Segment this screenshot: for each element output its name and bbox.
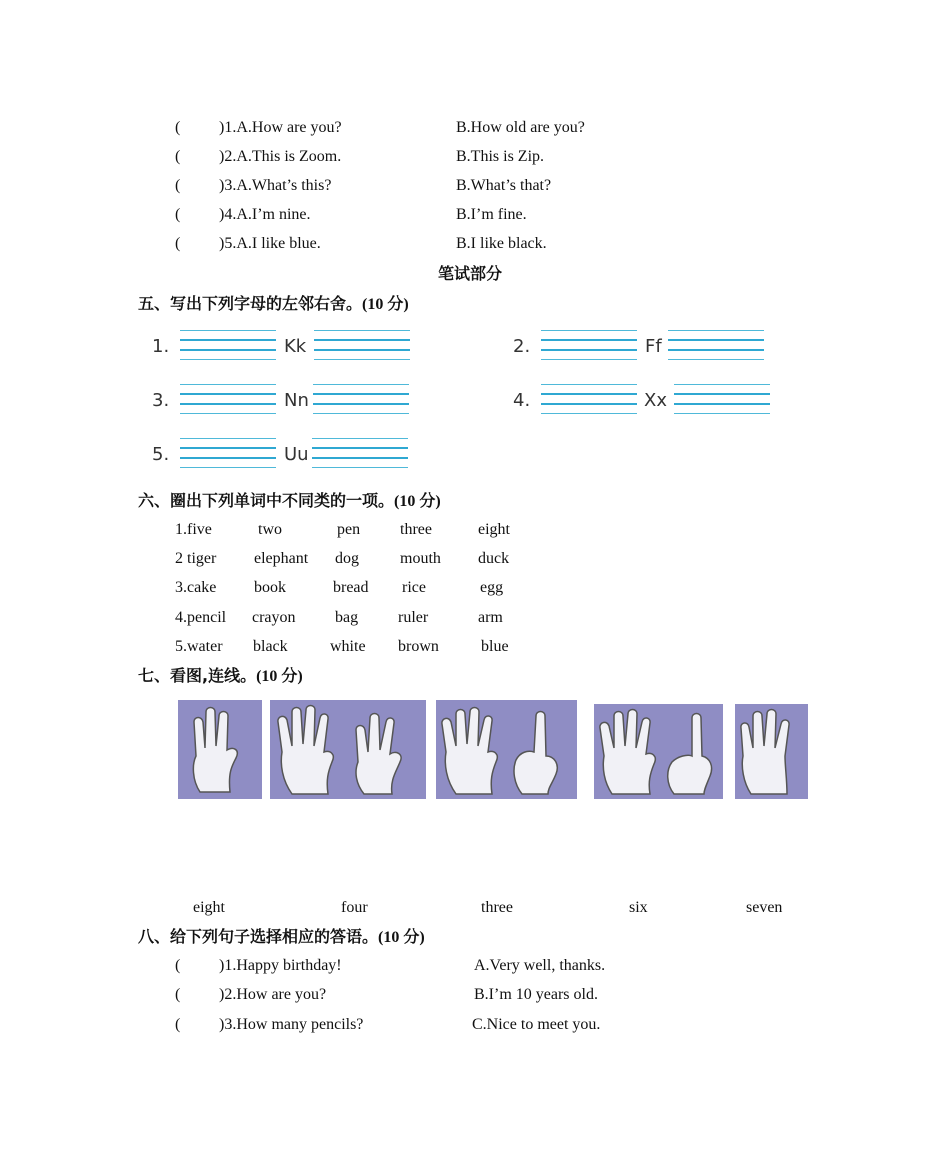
number-word[interactable]: four xyxy=(341,899,368,916)
section6-score: (10 分) xyxy=(394,493,441,510)
option-a: A.What’s this? xyxy=(236,177,332,194)
letter-item-number: 2. xyxy=(513,336,531,357)
option-a: A.How are you? xyxy=(236,119,342,136)
answer-option: A.Very well, thanks. xyxy=(474,957,606,974)
word-cell[interactable]: white xyxy=(330,638,366,655)
word-cell[interactable]: duck xyxy=(478,550,510,567)
word-cell[interactable]: rice xyxy=(402,579,426,596)
option-b: B.How old are you? xyxy=(456,119,585,136)
writing-line-left[interactable] xyxy=(180,384,276,414)
section7-heading xyxy=(138,666,303,687)
number-word[interactable]: six xyxy=(629,899,648,916)
question-item xyxy=(175,1015,363,1035)
word-cell[interactable]: pen xyxy=(337,521,361,538)
word-cell[interactable]: crayon xyxy=(252,609,296,626)
listening-item xyxy=(175,176,331,196)
writing-line-right[interactable] xyxy=(668,330,764,360)
section5-title: 五、写出下列字母的左邻右舍。 xyxy=(138,294,363,313)
option-b: B.I’m fine. xyxy=(456,206,527,223)
word-cell[interactable]: bag xyxy=(335,609,359,626)
answer-blank[interactable]: ( xyxy=(175,235,181,252)
given-letter: Kk xyxy=(284,336,307,357)
word-cell[interactable]: 2 tiger xyxy=(175,550,217,567)
section6-heading xyxy=(138,491,441,512)
item-number: )2. xyxy=(219,148,237,165)
given-letter: Xx xyxy=(644,390,667,411)
item-number: )1. xyxy=(219,119,237,136)
answer-blank[interactable]: ( xyxy=(175,206,181,223)
word-cell[interactable]: mouth xyxy=(400,550,441,567)
answer-blank[interactable]: ( xyxy=(175,119,181,136)
option-b: B.I like black. xyxy=(456,235,547,252)
word-cell[interactable]: 4.pencil xyxy=(175,609,227,626)
section7-title: 七、看图,连线。 xyxy=(138,666,257,685)
item-number: )5. xyxy=(219,235,237,252)
option-b: B.What’s that? xyxy=(456,177,552,194)
letter-item-number: 1. xyxy=(152,336,170,357)
section8-title: 八、给下列句子选择相应的答语。 xyxy=(138,927,379,946)
writing-line-left[interactable] xyxy=(541,330,637,360)
answer-blank[interactable]: ( xyxy=(175,957,181,974)
option-a: A.This is Zoom. xyxy=(236,148,342,165)
given-letter: Nn xyxy=(284,390,309,411)
writing-line-left[interactable] xyxy=(541,384,637,414)
item-number: )4. xyxy=(219,206,237,223)
section8-score: (10 分) xyxy=(378,929,425,946)
answer-blank[interactable]: ( xyxy=(175,1016,181,1033)
writing-line-right[interactable] xyxy=(674,384,770,414)
hand-picture-six[interactable] xyxy=(436,700,577,799)
question-text: )1.Happy birthday! xyxy=(219,957,342,974)
word-cell[interactable]: ruler xyxy=(398,609,429,626)
word-cell[interactable]: 1.five xyxy=(175,521,212,538)
listening-item xyxy=(175,147,341,167)
listening-item xyxy=(175,205,311,225)
answer-option: C.Nice to meet you. xyxy=(472,1016,601,1033)
word-cell[interactable]: arm xyxy=(478,609,503,626)
question-item xyxy=(175,985,326,1005)
hand-seven-icon xyxy=(594,704,723,799)
word-cell[interactable]: three xyxy=(400,521,432,538)
word-cell[interactable]: 3.cake xyxy=(175,579,217,596)
hand-three-icon xyxy=(178,700,262,799)
word-cell[interactable]: egg xyxy=(480,579,504,596)
written-part-title: 笔试部分 xyxy=(438,264,503,283)
question-text: )2.How are you? xyxy=(219,986,327,1003)
hand-picture-three[interactable] xyxy=(178,700,262,799)
hand-four-icon xyxy=(735,704,808,799)
answer-blank[interactable]: ( xyxy=(175,148,181,165)
answer-blank[interactable]: ( xyxy=(175,177,181,194)
hand-eight-icon xyxy=(270,700,426,799)
writing-line-left[interactable] xyxy=(180,330,276,360)
letter-item-number: 5. xyxy=(152,444,170,465)
word-cell[interactable]: brown xyxy=(398,638,439,655)
word-cell[interactable]: elephant xyxy=(254,550,309,567)
listening-item xyxy=(175,118,342,138)
writing-line-right[interactable] xyxy=(313,384,409,414)
letter-item-number: 3. xyxy=(152,390,170,411)
number-word[interactable]: seven xyxy=(746,899,783,916)
writing-line-right[interactable] xyxy=(314,330,410,360)
given-letter: Uu xyxy=(284,444,309,465)
hand-picture-eight[interactable] xyxy=(270,700,426,799)
given-letter: Ff xyxy=(645,336,662,357)
word-cell[interactable]: black xyxy=(253,638,288,655)
hand-six-icon xyxy=(436,700,577,799)
section6-title: 六、圈出下列单词中不同类的一项。 xyxy=(138,491,395,510)
word-cell[interactable]: book xyxy=(254,579,286,596)
word-cell[interactable]: dog xyxy=(335,550,359,567)
word-cell[interactable]: 5.water xyxy=(175,638,223,655)
number-word[interactable]: three xyxy=(481,899,513,916)
section5-score: (10 分) xyxy=(362,296,409,313)
writing-line-right[interactable] xyxy=(312,438,408,468)
answer-option: B.I’m 10 years old. xyxy=(474,986,598,1003)
question-item xyxy=(175,956,342,976)
option-a: A.I’m nine. xyxy=(236,206,311,223)
number-word[interactable]: eight xyxy=(193,899,225,916)
writing-line-left[interactable] xyxy=(180,438,276,468)
question-text: )3.How many pencils? xyxy=(219,1016,364,1033)
option-b: B.This is Zip. xyxy=(456,148,545,165)
listening-item xyxy=(175,234,321,254)
hand-picture-four[interactable] xyxy=(735,704,808,799)
section5-heading xyxy=(138,294,409,315)
word-cell[interactable]: blue xyxy=(481,638,509,655)
answer-blank[interactable]: ( xyxy=(175,986,181,1003)
word-cell[interactable]: eight xyxy=(478,521,510,538)
letter-item-number: 4. xyxy=(513,390,531,411)
section7-score: (10 分) xyxy=(256,668,303,685)
hand-picture-seven[interactable] xyxy=(594,704,723,799)
option-a: A.I like blue. xyxy=(236,235,321,252)
word-cell[interactable]: bread xyxy=(333,579,369,596)
word-cell[interactable]: two xyxy=(258,521,282,538)
item-number: )3. xyxy=(219,177,237,194)
section8-heading xyxy=(138,927,425,948)
